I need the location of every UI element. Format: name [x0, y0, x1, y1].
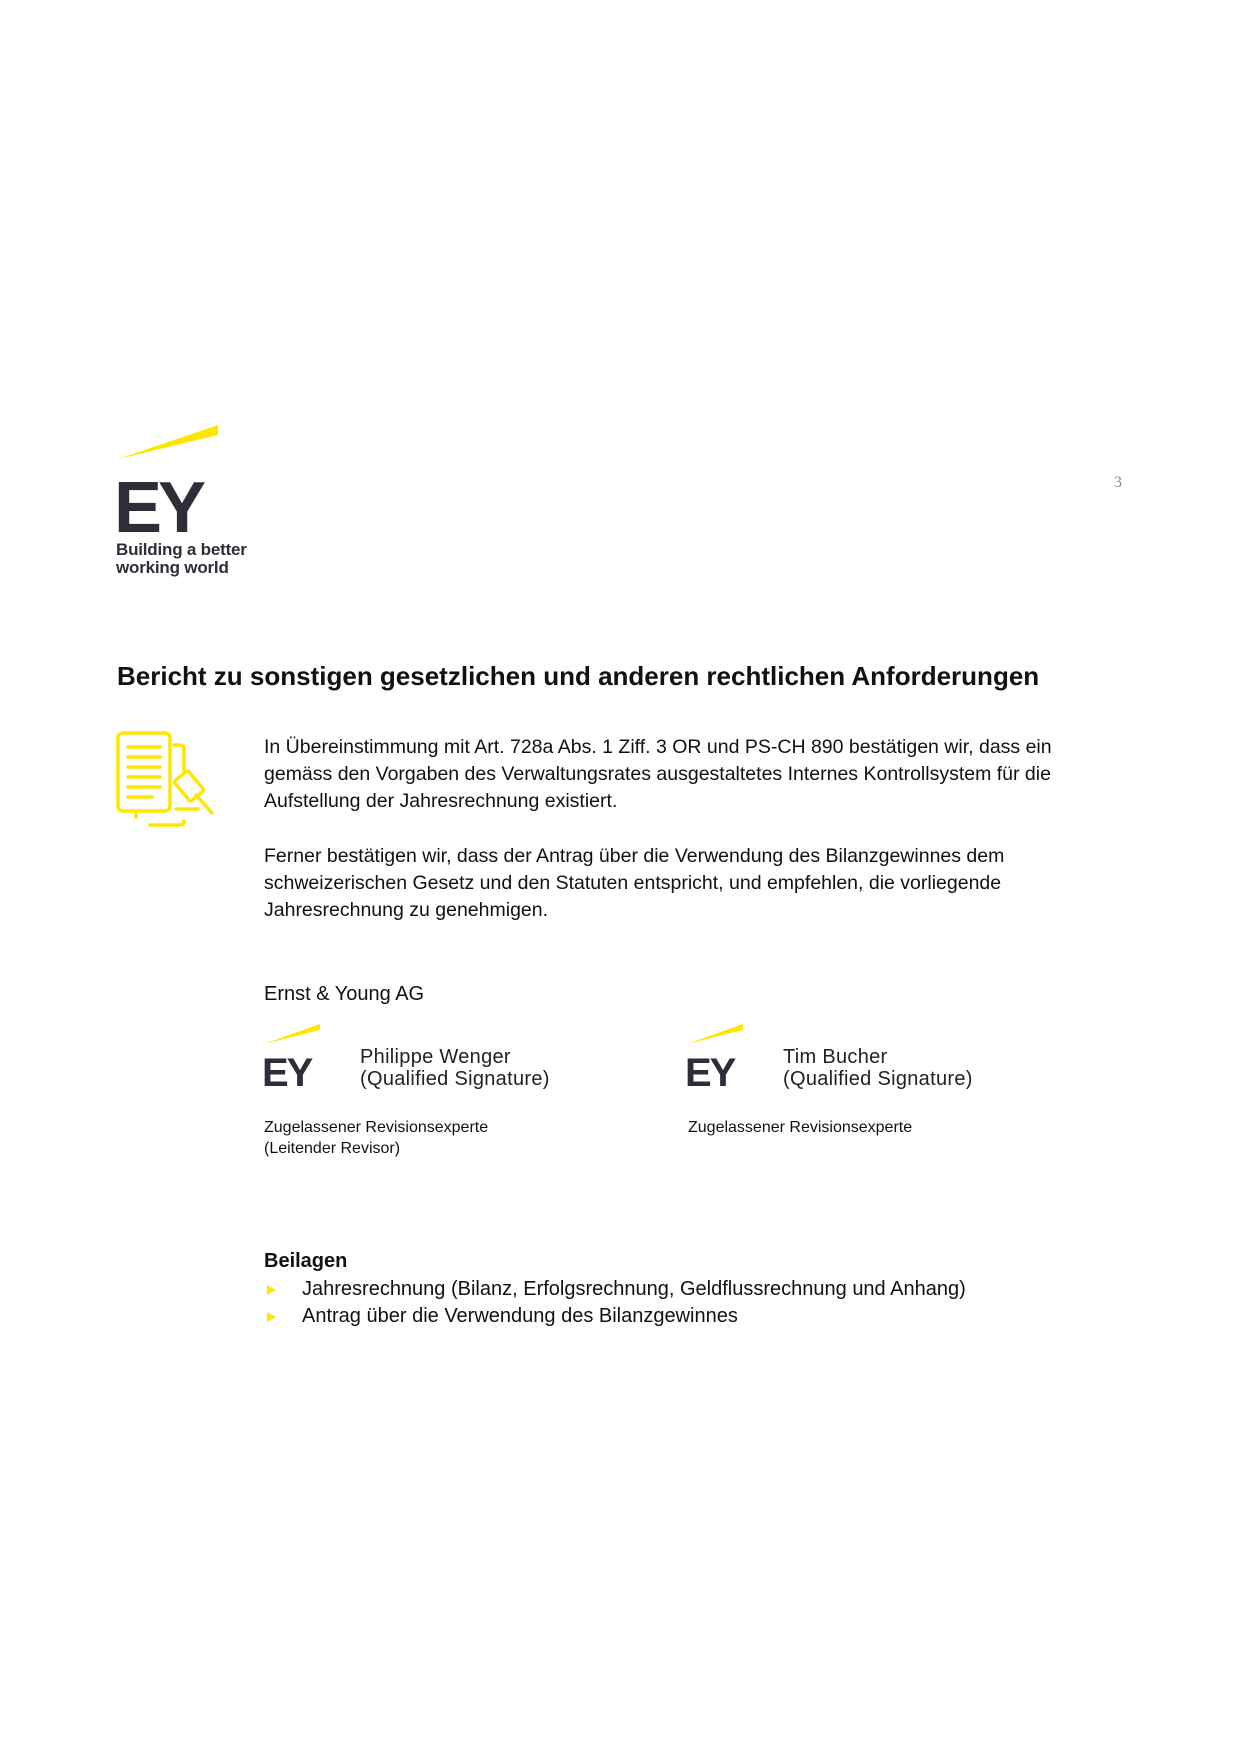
paragraph-line: schweizerischen Gesetz und den Statuten entspricht, und empfehlen, die vorliegende: [264, 872, 1002, 894]
enclosures-title: Beilagen: [264, 1250, 348, 1272]
enclosure-label: Antrag über die Verwendung des Bilanzgewinnes: [302, 1305, 738, 1327]
paragraph-line: Ferner bestätigen wir, dass der Antrag über die Verwendung des Bilanzgewinnes dem: [264, 845, 1005, 867]
paragraph-line: gemäss den Vorgaben des Verwaltungsrates ausgestaltetes Internes Kontrollsystem für die: [264, 763, 1051, 785]
paragraph-profit-allocation: [264, 843, 1144, 924]
signatory-1-role: [264, 1117, 488, 1159]
tagline-line-1: Building a better: [116, 540, 247, 559]
paragraph-line: Jahresrechnung zu genehmigen.: [264, 899, 549, 921]
ey-signature-logo: [262, 1024, 324, 1090]
ey-logo-text: EY: [685, 1051, 735, 1090]
paragraph-internal-control: [264, 734, 1144, 815]
enclosures-list: [264, 1276, 966, 1330]
signatory-2-role: [688, 1117, 912, 1138]
signatory-name: Philippe Wenger: [360, 1046, 511, 1068]
list-item: [264, 1276, 966, 1303]
ey-logo-text: EY: [262, 1051, 312, 1090]
bullet-triangle-icon: [267, 1285, 276, 1295]
section-title: Bericht zu sonstigen gesetzlichen und anderen rechtlichen Anforderungen: [117, 661, 1040, 691]
signature-note: (Qualified Signature): [360, 1068, 550, 1090]
paragraph-line: In Übereinstimmung mit Art. 728a Abs. 1 Ziff. 3 OR und PS-CH 890 bestätigen wir, dass ein: [264, 736, 1052, 758]
signatory-name: Tim Bucher: [783, 1046, 888, 1068]
signature-note: (Qualified Signature): [783, 1068, 973, 1090]
document-stack-gavel-icon: [114, 731, 218, 827]
signatory-2-name-block: [783, 1046, 973, 1090]
list-item: [264, 1303, 966, 1330]
paragraph-line: Aufstellung der Jahresrechnung existiert.: [264, 790, 618, 812]
ey-signature-logo: [685, 1024, 747, 1090]
role-line: (Leitender Revisor): [264, 1140, 401, 1157]
company-name: Ernst & Young AG: [264, 983, 425, 1005]
signatory-1-name-block: [360, 1046, 550, 1090]
tagline-line-2: working world: [116, 558, 229, 577]
enclosure-label: Jahresrechnung (Bilanz, Erfolgsrechnung, Geldflussrechnung und Anhang): [302, 1278, 966, 1300]
bullet-triangle-icon: [267, 1312, 276, 1322]
ey-logo-text: EY: [114, 468, 203, 537]
role-line: Zugelassener Revisionsexperte: [264, 1119, 489, 1136]
role-line: Zugelassener Revisionsexperte: [688, 1119, 913, 1136]
page-number: 3: [1114, 474, 1122, 491]
brand-tagline: [116, 541, 247, 577]
